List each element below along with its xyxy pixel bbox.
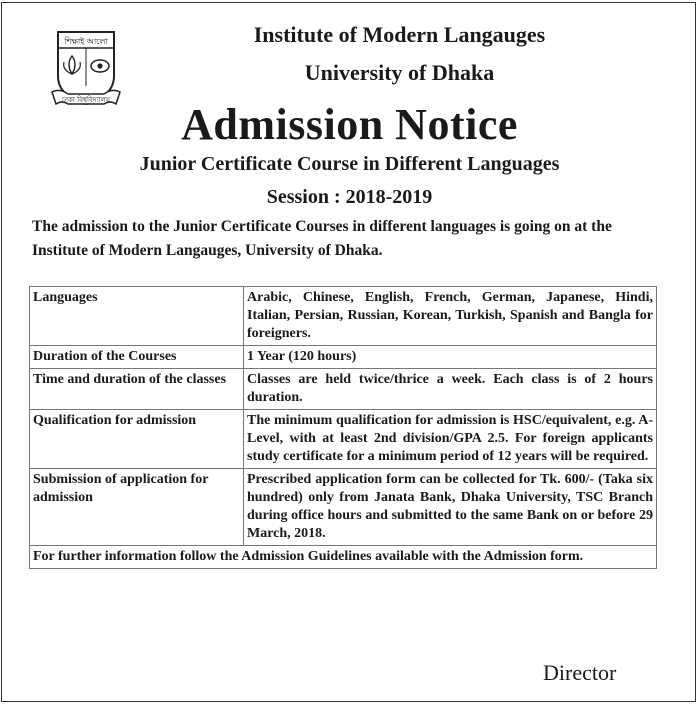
svg-text:শিক্ষাই আলো: শিক্ষাই আলো (64, 37, 108, 46)
institute-name: Institute of Modern Langauges (253, 22, 546, 47)
university-name: University of Dhaka (304, 60, 495, 85)
table-footer-row (30, 546, 657, 569)
row-value: Classes are held twice/thrice a week. Each class is of 2 hours duration. (244, 369, 657, 410)
table-row (30, 346, 657, 369)
table-row (30, 469, 657, 546)
row-label: Submission of application for admission (30, 469, 244, 546)
row-value: Prescribed application form can be collected for Tk. 600/- (Taka six hundred) only from Janata Bank, Dhaka University, TSC Branch during office hours and submitted to the same Bank on or before 29 March, 2018. (244, 469, 657, 546)
table-row (30, 287, 657, 346)
intro-paragraph: The admission to the Junior Certificate Courses in different languages is going on at the Institute of Modern Langauges, University of Dhaka. (32, 218, 612, 259)
row-value: 1 Year (120 hours) (244, 346, 657, 369)
table-row (30, 410, 657, 469)
admission-info-table (29, 286, 657, 569)
course-title: Junior Certificate Course in Different Languages (139, 153, 560, 175)
row-label: Time and duration of the classes (30, 369, 244, 410)
footer-note: For further information follow the Admission Guidelines available with the Admission form. (30, 546, 657, 569)
signature-director: Director (543, 660, 617, 685)
notice-title: Admission Notice (181, 100, 518, 149)
svg-text:ঢাকা বিশ্ববিদ্যালয়: ঢাকা বিশ্ববিদ্যালয় (61, 96, 111, 104)
row-label: Duration of the Courses (30, 346, 244, 369)
row-value: The minimum qualification for admission is HSC/equivalent, e.g. A- Level, with at least 2nd division/GPA 2.5. For foreign applicants study certificate for a minimum period of 12 years will be required. (244, 410, 657, 469)
session-label: Session : 2018-2019 (266, 186, 433, 208)
row-label: Qualification for admission (30, 410, 244, 469)
row-value: Arabic, Chinese, English, French, German, Japanese, Hindi, Italian, Persian, Russian, Korean, Turkish, Spanish and Bangla for foreigners. (244, 287, 657, 346)
row-label: Languages (30, 287, 244, 346)
table-row (30, 369, 657, 410)
